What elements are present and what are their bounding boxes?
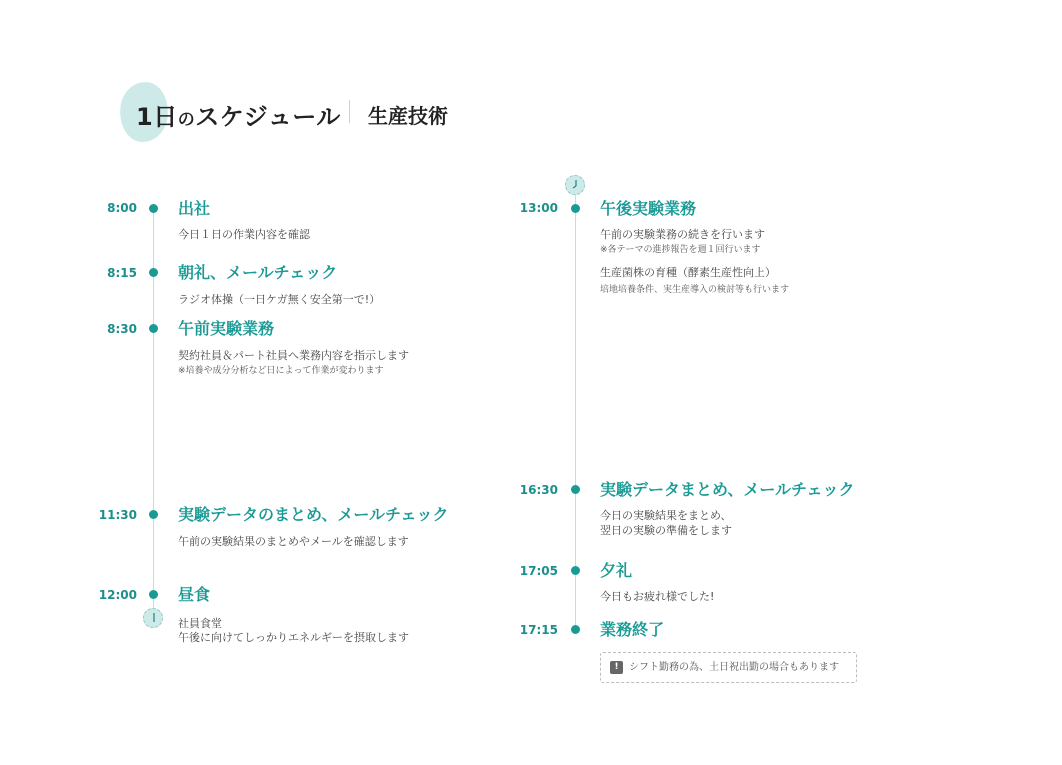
item-note: ※培養や成分分析など日によって作業が変わります <box>178 366 384 376</box>
shift-notice <box>600 652 857 683</box>
timeline-dot <box>149 324 158 333</box>
clock-icon <box>143 608 163 628</box>
item-time: 16:30 <box>519 483 558 497</box>
timeline-dot <box>571 204 580 213</box>
title-number: 1 <box>136 103 154 131</box>
item-desc: 午後に向けてしっかりエネルギーを摂取します <box>178 631 409 644</box>
item-time: 8:00 <box>107 201 137 215</box>
item-desc: 今日１日の作業内容を確認 <box>178 228 310 241</box>
item-desc: 契約社員＆パート社員へ業務内容を指示します <box>178 349 409 362</box>
item-note: ※各テーマの進捗報告を週１回行います <box>600 245 761 255</box>
item-heading: 昼食 <box>178 585 211 604</box>
item-time: 8:15 <box>107 266 137 280</box>
title-particle: の <box>177 110 196 130</box>
item-time: 12:00 <box>98 588 137 602</box>
item-desc: 午前の実験業務の続きを行います <box>600 228 765 241</box>
item-heading: 業務終了 <box>600 620 665 639</box>
item-heading: 実験データのまとめ、メールチェック <box>178 505 449 524</box>
item-desc: 生産菌株の育種（酵素生産性向上） <box>600 266 776 279</box>
page-header <box>120 82 520 142</box>
item-time: 17:05 <box>519 564 558 578</box>
clock-icon <box>565 175 585 195</box>
timeline-dot <box>149 590 158 599</box>
item-heading: 夕礼 <box>600 561 633 580</box>
item-heading: 実験データまとめ、メールチェック <box>600 480 855 499</box>
item-time: 11:30 <box>98 508 137 522</box>
timeline-dot <box>571 625 580 634</box>
item-time: 17:15 <box>519 623 558 637</box>
item-heading: 午後実験業務 <box>600 199 697 218</box>
item-desc: 今日の実験結果をまとめ、 <box>600 509 732 522</box>
department-name: 生産技術 <box>368 104 448 128</box>
timeline-dot <box>149 510 158 519</box>
item-heading: 出社 <box>178 199 211 218</box>
item-time: 8:30 <box>107 322 137 336</box>
item-desc: 午前の実験結果のまとめやメールを確認します <box>178 535 409 548</box>
timeline-dot <box>571 566 580 575</box>
notice-text: シフト勤務の為、土日祝出勤の場合もあります <box>629 662 839 673</box>
page-title <box>136 97 341 132</box>
timeline-dot <box>149 204 158 213</box>
item-time: 13:00 <box>519 201 558 215</box>
item-desc: 社員食堂 <box>178 617 222 630</box>
title-schedule: スケジュール <box>195 103 341 131</box>
item-heading: 午前実験業務 <box>178 319 275 338</box>
item-desc: 今日もお疲れ様でした! <box>600 590 715 603</box>
timeline-dot <box>571 485 580 494</box>
item-desc: 翌日の実験の準備をします <box>600 524 732 537</box>
item-desc: ラジオ体操（一日ケガ無く安全第一で!） <box>178 293 381 306</box>
title-divider <box>349 100 350 123</box>
item-heading: 朝礼、メールチェック <box>178 263 338 282</box>
timeline-dot <box>149 268 158 277</box>
item-note: 培地培養条件、実生産導入の検討等も行います <box>600 285 790 295</box>
exclamation-icon: ! <box>610 661 623 674</box>
title-day: 日 <box>153 103 178 131</box>
